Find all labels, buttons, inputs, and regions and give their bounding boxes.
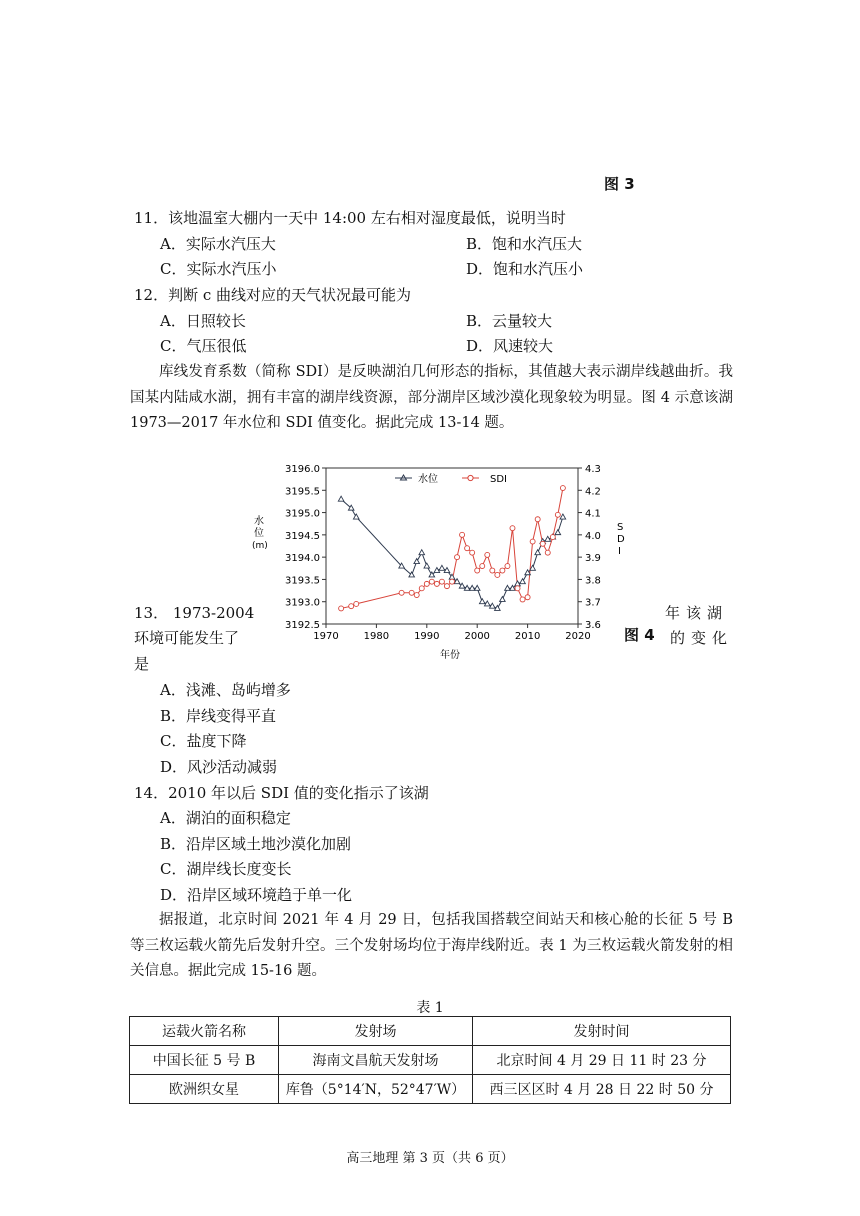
sdi-point bbox=[480, 564, 485, 569]
left-tick-label: 3195.0 bbox=[285, 508, 320, 520]
question-14-option-b: B．沿岸区域土地沙漠化加剧 bbox=[160, 835, 352, 853]
table-cell: 海南文昌航天发射场 bbox=[279, 1046, 473, 1075]
question-11-option-a: A．实际水汽压大 bbox=[160, 235, 276, 253]
water-level-point bbox=[520, 579, 526, 584]
x-axis-label: 年份 bbox=[440, 650, 460, 661]
water-level-point bbox=[419, 550, 425, 555]
question-11-option-d: D．饱和水汽压小 bbox=[466, 260, 584, 278]
water-level-point bbox=[555, 530, 561, 535]
table-cell: 欧洲织女星 bbox=[130, 1075, 279, 1104]
right-tick-label: 4.0 bbox=[585, 530, 601, 542]
sdi-point bbox=[349, 604, 354, 609]
passage-rocket-launch: 据报道，北京时间 2021 年 4 月 29 日，包括我国搭载空间站天和核心舱的长征 5 号 B 等三枚运载火箭先后发射升空。三个发射场均位于海岸线附近。表 1 为三枚运载火箭发射的相关信息。据此完成 15-16 题。 bbox=[130, 912, 733, 979]
table-cell: 西三区区时 4 月 28 日 22 时 50 分 bbox=[473, 1075, 731, 1104]
sdi-point bbox=[505, 564, 510, 569]
water-level-point bbox=[535, 550, 541, 555]
water-level-point bbox=[560, 514, 566, 519]
right-tick-label: 4.3 bbox=[585, 464, 601, 475]
sdi-point bbox=[545, 550, 550, 555]
sdi-point bbox=[550, 535, 555, 540]
sdi-point bbox=[525, 595, 530, 600]
question-13-stem-right: 年该湖 bbox=[665, 604, 729, 622]
sdi-point bbox=[465, 546, 470, 551]
sdi-point bbox=[429, 579, 434, 584]
water-level-point bbox=[338, 496, 344, 501]
table-header-cell: 发射时间 bbox=[473, 1017, 731, 1046]
water-level-point bbox=[414, 559, 420, 564]
series-line-water-level bbox=[341, 499, 563, 608]
sdi-point bbox=[354, 601, 359, 606]
sdi-point bbox=[339, 606, 344, 611]
sdi-point bbox=[434, 581, 439, 586]
sdi-point bbox=[500, 568, 505, 573]
figure-3-caption: 图 3 bbox=[604, 175, 635, 193]
table-cell: 北京时间 4 月 29 日 11 时 23 分 bbox=[473, 1046, 731, 1075]
sdi-point bbox=[470, 550, 475, 555]
question-11-option-c: C．实际水汽压小 bbox=[160, 260, 277, 278]
x-tick-label: 1980 bbox=[363, 631, 390, 642]
legend-label-sdi: SDI bbox=[490, 474, 507, 485]
sdi-point bbox=[444, 584, 449, 589]
sdi-point bbox=[475, 568, 480, 573]
page-footer: 高三地理 第 3 页（共 6 页） bbox=[346, 1151, 514, 1166]
question-12-option-d: D．风速较大 bbox=[466, 337, 554, 355]
question-13-option-b: B．岸线变得平直 bbox=[160, 707, 277, 725]
sdi-point bbox=[455, 555, 460, 560]
right-axis-ticks bbox=[578, 464, 601, 631]
sdi-point bbox=[399, 590, 404, 595]
sdi-point bbox=[424, 581, 429, 586]
sdi-point bbox=[520, 597, 525, 602]
sdi-point bbox=[510, 526, 515, 531]
table-cell: 库鲁（5°14′N，52°47′W） bbox=[279, 1075, 473, 1104]
left-axis-label-line2: 位 bbox=[254, 528, 264, 539]
table-header-row bbox=[130, 1017, 731, 1046]
table-1 bbox=[129, 1016, 731, 1104]
sdi-point bbox=[555, 512, 560, 517]
question-12-stem: 12．判断 c 曲线对应的天气状况最可能为 bbox=[134, 286, 412, 304]
legend-label-water-level: 水位 bbox=[418, 474, 438, 485]
left-axis-ticks bbox=[285, 464, 326, 631]
sdi-point bbox=[439, 579, 444, 584]
water-level-point bbox=[439, 565, 445, 570]
sdi-point bbox=[460, 532, 465, 537]
x-axis-ticks bbox=[313, 624, 590, 642]
water-level-point bbox=[353, 514, 359, 519]
chart-legend bbox=[395, 472, 507, 485]
question-13-option-d: D．风沙活动减弱 bbox=[160, 758, 278, 776]
left-tick-label: 3194.0 bbox=[285, 553, 320, 565]
sdi-point bbox=[409, 590, 414, 595]
figure-4-caption: 图 4 bbox=[624, 626, 655, 644]
x-tick-label: 2020 bbox=[565, 631, 591, 642]
right-tick-label: 3.7 bbox=[585, 597, 601, 609]
x-tick-label: 1990 bbox=[414, 631, 440, 642]
figure-4-chart bbox=[250, 458, 630, 668]
water-level-point bbox=[500, 596, 506, 601]
right-axis-label-s: S bbox=[617, 522, 624, 533]
question-14-option-c: C．湖岸线长度变长 bbox=[160, 860, 292, 878]
question-14-option-d: D．沿岸区域环境趋于单一化 bbox=[160, 886, 353, 904]
sdi-point bbox=[485, 552, 490, 557]
sdi-point bbox=[530, 539, 535, 544]
legend-marker-sdi bbox=[468, 475, 473, 480]
question-11-stem: 11．该地温室大棚内一天中 14:00 左右相对湿度最低，说明当时 bbox=[134, 209, 566, 227]
right-tick-label: 3.6 bbox=[585, 620, 601, 631]
left-tick-label: 3193.0 bbox=[285, 597, 320, 609]
water-level-point bbox=[424, 563, 430, 568]
question-14-option-a: A．湖泊的面积稳定 bbox=[160, 809, 291, 827]
question-12-option-b: B．云量较大 bbox=[466, 312, 553, 330]
sdi-point bbox=[419, 586, 424, 591]
sdi-point bbox=[560, 486, 565, 491]
table-cell: 中国长征 5 号 B bbox=[130, 1046, 279, 1075]
left-tick-label: 3193.5 bbox=[285, 575, 320, 587]
table-1-caption: 表 1 bbox=[416, 1000, 444, 1016]
left-axis-label-unit: (m) bbox=[252, 541, 268, 551]
sdi-point bbox=[450, 579, 455, 584]
question-13-option-c: C．盐度下降 bbox=[160, 732, 247, 750]
left-tick-label: 3192.5 bbox=[285, 620, 320, 631]
question-14-stem: 14．2010 年以后 SDI 值的变化指示了该湖 bbox=[134, 784, 429, 802]
water-level-point bbox=[479, 599, 485, 604]
right-axis-label-i: I bbox=[618, 546, 621, 557]
right-tick-label: 3.9 bbox=[585, 553, 601, 565]
table-header-cell: 运载火箭名称 bbox=[130, 1017, 279, 1046]
question-12-option-a: A．日照较长 bbox=[160, 312, 246, 330]
x-tick-label: 2010 bbox=[514, 631, 541, 642]
question-13-option-a: A．浅滩、岛屿增多 bbox=[160, 681, 291, 699]
sdi-point bbox=[490, 568, 495, 573]
passage-lake-sdi: 库线发育系数（简称 SDI）是反映湖泊几何形态的指标，其值越大表示湖岸线越曲折。我国某内陆咸水湖，拥有丰富的湖岸线资源，部分湖岸区域沙漠化现象较为明显。图 4 示意该湖 1973—2017 年水位和 SDI 值变化。据此完成 13-14 题。 bbox=[130, 364, 733, 431]
table-row bbox=[130, 1075, 731, 1104]
question-13-stem-line2-left: 环境可能发生了 bbox=[134, 629, 240, 647]
question-13-stem-line3: 是 bbox=[134, 655, 150, 673]
left-tick-label: 3196.0 bbox=[285, 464, 320, 475]
sdi-point bbox=[414, 593, 419, 598]
table-header-cell: 发射场 bbox=[279, 1017, 473, 1046]
sdi-point bbox=[495, 572, 500, 577]
sdi-point bbox=[535, 517, 540, 522]
question-11-option-b: B．饱和水汽压大 bbox=[466, 235, 583, 253]
sdi-point bbox=[515, 586, 520, 591]
left-tick-label: 3194.5 bbox=[285, 530, 320, 542]
series-lines bbox=[341, 488, 563, 608]
x-tick-label: 2000 bbox=[464, 631, 490, 642]
left-tick-label: 3195.5 bbox=[285, 486, 320, 498]
right-tick-label: 4.1 bbox=[585, 508, 601, 520]
series-line-sdi bbox=[341, 488, 563, 608]
right-axis-label-d: D bbox=[617, 534, 625, 545]
left-axis-label-line1: 水 bbox=[254, 516, 264, 527]
question-13-stem-line2-right: 的变化 bbox=[670, 629, 734, 647]
sdi-point bbox=[540, 541, 545, 546]
x-tick-label: 1970 bbox=[313, 631, 339, 642]
right-tick-label: 4.2 bbox=[585, 486, 601, 498]
question-12-option-c: C．气压很低 bbox=[160, 337, 247, 355]
table-row bbox=[130, 1046, 731, 1075]
question-13-stem-left: 13． 1973-2004 bbox=[134, 604, 255, 622]
right-tick-label: 3.8 bbox=[585, 575, 601, 587]
